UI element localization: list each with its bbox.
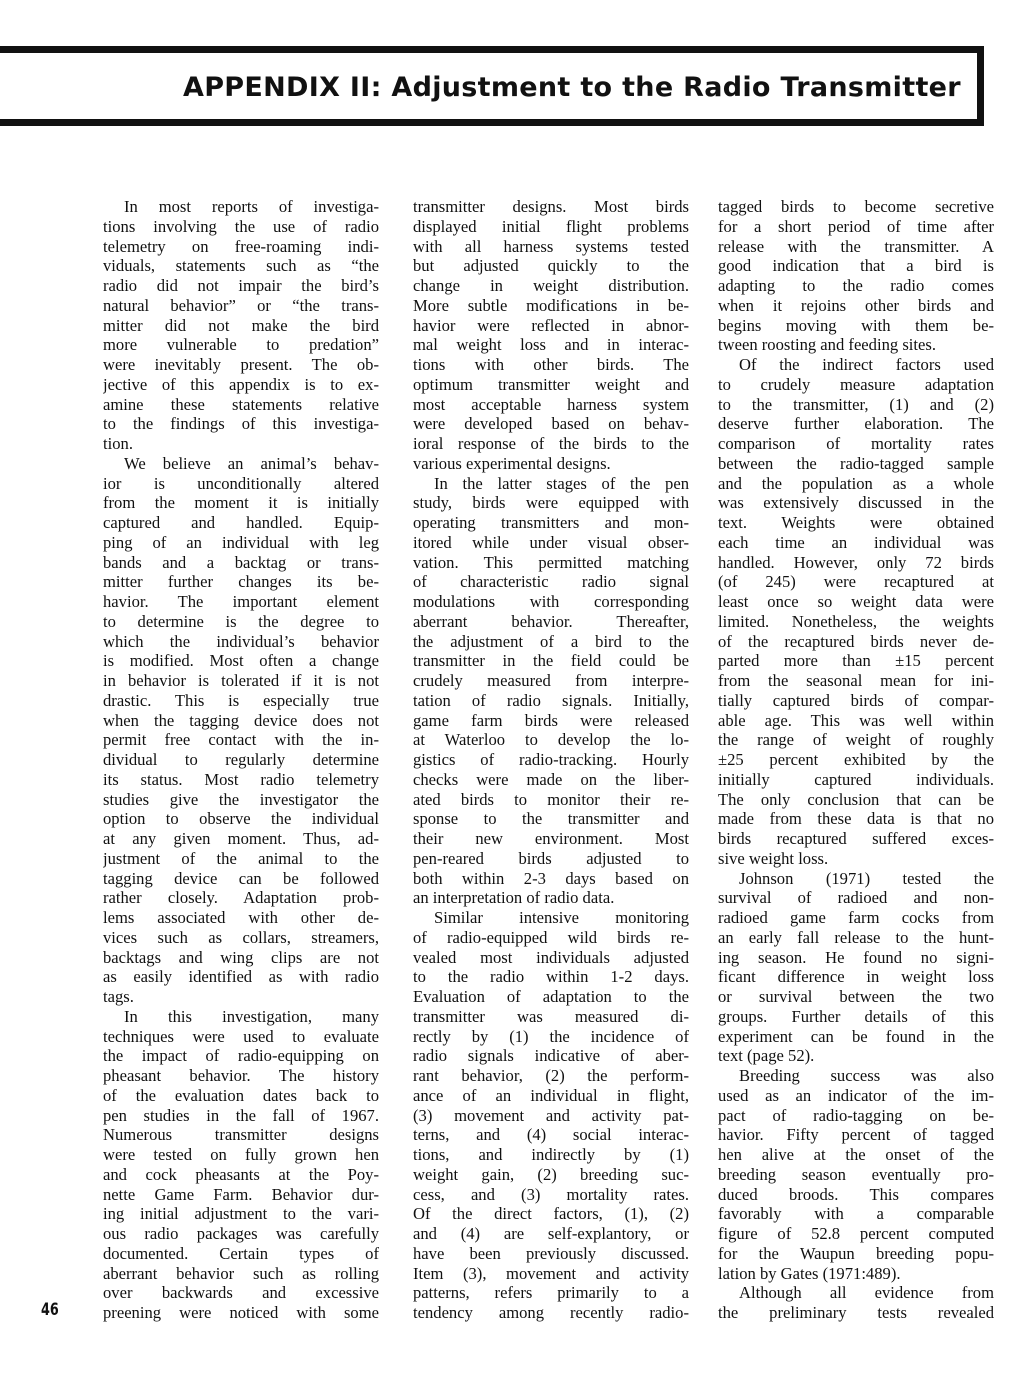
text-line: groups. Further details of this — [718, 1006, 994, 1026]
text-line: to the radio within 1-2 days. — [413, 967, 689, 987]
text-line: pheasant behavior. The history — [103, 1066, 379, 1085]
text-line: or survival between the two — [718, 987, 994, 1006]
text-line: were developed based on behav- — [413, 414, 689, 434]
text-line: ior is unconditionally altered — [103, 473, 379, 493]
text-line: sive weight loss. — [718, 848, 829, 868]
text-line: amine these statements relative — [103, 394, 379, 414]
text-line: favorably with a comparable — [718, 1204, 994, 1224]
text-line: rant behavior, (2) the perform- — [413, 1066, 689, 1085]
text-line: ±25 percent exhibited by the — [718, 750, 994, 769]
text-line: from the moment it is initially — [103, 493, 379, 513]
text-line: havior. The important element — [103, 592, 379, 611]
text-line: In the latter stages of the pen — [434, 473, 689, 493]
text-line: telemetry on free-roaming indi- — [103, 236, 379, 256]
text-line: their new environment. Most — [413, 829, 689, 848]
text-line: vealed most individuals adjusted — [413, 947, 689, 967]
text-line: of the evaluation dates back to — [103, 1085, 379, 1105]
page-title: APPENDIX II: Adjustment to the Radio Transmitter — [183, 72, 961, 103]
text-line: jective of this appendix is to ex- — [103, 374, 379, 394]
text-line: hen alive at the onset of the — [718, 1145, 994, 1164]
text-line: Although all evidence from — [739, 1283, 994, 1303]
text-line: ated birds to monitor their re- — [413, 789, 689, 809]
text-line: Item (3), movement and activity — [413, 1263, 689, 1283]
text-line: more vulnerable to predation” — [103, 335, 379, 355]
text-line: radio did not impair the bird’s — [103, 276, 379, 295]
text-line: figure of 52.8 percent computed — [718, 1224, 994, 1243]
text-line: deserve further elaboration. The — [718, 414, 994, 434]
text-line: rectly by (1) the incidence of — [413, 1026, 689, 1046]
text-line: We believe an animal’s behav- — [124, 453, 379, 473]
text-line: lems associated with other de- — [103, 908, 379, 927]
text-line: from the seasonal mean for ini- — [718, 671, 994, 690]
text-line: ous radio packages was carefully — [103, 1224, 379, 1243]
text-line: pact of radio-tagging on be- — [718, 1105, 994, 1125]
text-column-2 — [413, 197, 689, 1323]
text-line: tially captured birds of compar- — [718, 690, 994, 710]
text-line: parted more than ±15 percent — [718, 651, 994, 671]
text-line: operating transmitters and mon- — [413, 513, 689, 532]
text-line: in behavior is tolerated if it is not — [103, 671, 379, 690]
text-line: most acceptable harness system — [413, 394, 689, 414]
text-line: text (page 52). — [718, 1046, 815, 1066]
text-line: handled. However, only 72 birds — [718, 552, 994, 572]
text-line: transmitter designs. Most birds — [413, 197, 689, 216]
text-line: vices such as collars, streamers, — [103, 927, 379, 947]
text-line: drastic. This is especially true — [103, 690, 379, 710]
text-line: modulations with corresponding — [413, 592, 689, 611]
text-line: justment of the animal to the — [103, 848, 379, 868]
text-line: of radio-equipped wild birds re- — [413, 927, 689, 947]
text-line: the range of weight of roughly — [718, 730, 994, 750]
text-line: mitter further changes its be- — [103, 572, 379, 592]
text-line: change in weight distribution. — [413, 276, 689, 295]
text-line: vation. This permitted matching — [413, 552, 689, 572]
text-line: permit free contact with the in- — [103, 730, 379, 750]
text-line: which the individual’s behavior — [103, 631, 379, 651]
text-line: to the transmitter, (1) and (2) — [718, 394, 994, 414]
text-line: have been previously discussed. — [413, 1243, 689, 1263]
text-line: to determine is the degree to — [103, 611, 379, 631]
text-line: nette Game Farm. Behavior dur- — [103, 1184, 379, 1204]
text-line: limited. Nonetheless, the weights — [718, 611, 994, 631]
text-line: Johnson (1971) tested the — [739, 868, 994, 888]
text-line: radioed game farm cocks from — [718, 908, 994, 927]
text-line: made from these data is that no — [718, 809, 994, 829]
text-line: rather closely. Adaptation prob- — [103, 888, 379, 908]
text-line: Of the indirect factors used — [739, 355, 994, 374]
text-line: tion. — [103, 434, 133, 453]
text-line: and cock pheasants at the Poy- — [103, 1164, 379, 1184]
text-line: tions with other birds. The — [413, 355, 689, 374]
text-line: terns, and (4) social interac- — [413, 1125, 689, 1145]
text-line: backtags and wing clips are not — [103, 947, 379, 967]
text-line: ioral response of the birds to the — [413, 434, 689, 453]
text-line: optimum transmitter weight and — [413, 374, 689, 394]
text-line: tags. — [103, 987, 134, 1006]
text-line: tween roosting and feeding sites. — [718, 335, 936, 355]
text-line: the preliminary tests revealed — [718, 1303, 994, 1322]
text-line: viduals, statements such as “the — [103, 256, 379, 276]
text-line: experiment can be found in the — [718, 1026, 994, 1046]
text-line: (3) movement and activity pat- — [413, 1105, 689, 1125]
text-line: natural behavior” or “the trans- — [103, 295, 379, 315]
text-column-1 — [103, 197, 379, 1323]
text-line: adapting to the radio comes — [718, 276, 994, 295]
text-line: was extensively discussed in the — [718, 493, 994, 513]
text-line: ing season. He found no signi- — [718, 947, 994, 967]
text-line: as easily identified as with radio — [103, 967, 379, 987]
text-line: studies give the investigator the — [103, 789, 379, 809]
text-line: the impact of radio-equipping on — [103, 1046, 379, 1066]
text-line: Of the direct factors, (1), (2) — [413, 1204, 689, 1224]
text-line: (of 245) were recaptured at — [718, 572, 994, 592]
text-line: with all harness systems tested — [413, 236, 689, 256]
text-line: pen-reared birds adjusted to — [413, 848, 689, 868]
text-line: to the findings of this investiga- — [103, 414, 379, 434]
text-line: captured and handled. Equip- — [103, 513, 379, 532]
text-line: ing initial adjustment to the vari- — [103, 1204, 379, 1224]
text-line: tendency among recently radio- — [413, 1303, 689, 1322]
text-line: The only conclusion that can be — [718, 789, 994, 809]
text-line: havior were reflected in abnor- — [413, 315, 689, 335]
text-line: its status. Most radio telemetry — [103, 769, 379, 789]
text-line: Similar intensive monitoring — [434, 908, 689, 927]
text-line: when it rejoins other birds and — [718, 295, 994, 315]
text-line: documented. Certain types of — [103, 1243, 379, 1263]
text-line: at Waterloo to develop the lo- — [413, 730, 689, 750]
text-line: duced broods. This compares — [718, 1184, 994, 1204]
text-line: over backwards and excessive — [103, 1283, 379, 1303]
text-line: tagging device can be followed — [103, 868, 379, 888]
text-line: aberrant behavior such as rolling — [103, 1263, 379, 1283]
text-line: displayed initial flight problems — [413, 216, 689, 236]
text-line: aberrant behavior. Thereafter, — [413, 611, 689, 631]
text-line: study, birds were equipped with — [413, 493, 689, 513]
text-line: of characteristic radio signal — [413, 572, 689, 592]
text-line: for the Waupun breeding popu- — [718, 1243, 994, 1263]
text-line: an early fall release to the hunt- — [718, 927, 994, 947]
text-line: itored while under visual obser- — [413, 532, 689, 552]
text-line: tions, and indirectly by (1) — [413, 1145, 689, 1164]
text-line: at any given moment. Thus, ad- — [103, 829, 379, 848]
text-line: but adjusted quickly to the — [413, 256, 689, 276]
text-line: radio signals indicative of aber- — [413, 1046, 689, 1066]
text-line: preening were noticed with some — [103, 1303, 379, 1322]
text-line: ficant difference in weight loss — [718, 967, 994, 987]
text-line: and (4) are self-explantory, or — [413, 1224, 689, 1243]
text-line: ance of an individual in flight, — [413, 1085, 689, 1105]
page-number: 46 — [41, 1300, 59, 1320]
text-line: tagged birds to become secretive — [718, 197, 994, 216]
text-line: pen studies in the fall of 1967. — [103, 1105, 379, 1125]
text-line: Evaluation of adaptation to the — [413, 987, 689, 1006]
text-line: More subtle modifications in be- — [413, 295, 689, 315]
text-line: sponse to the transmitter and — [413, 809, 689, 829]
text-column-3 — [718, 197, 994, 1323]
text-line: for a short period of time after — [718, 216, 994, 236]
text-line: an interpretation of radio data. — [413, 888, 615, 908]
text-line: In most reports of investiga- — [124, 197, 379, 216]
text-line: crudely measured from interpre- — [413, 671, 689, 690]
text-line: of the recaptured birds never de- — [718, 631, 994, 651]
text-line: bands and a backtag or trans- — [103, 552, 379, 572]
text-line: Breeding success was also — [739, 1066, 994, 1085]
text-line: both within 2-3 days based on — [413, 868, 689, 888]
text-line: weight gain, (2) breeding suc- — [413, 1164, 689, 1184]
text-line: mitter did not make the bird — [103, 315, 379, 335]
text-line: ping of an individual with leg — [103, 532, 379, 552]
text-line: the adjustment of a bird to the — [413, 631, 689, 651]
text-line: breeding season eventually pro- — [718, 1164, 994, 1184]
text-line: used as an indicator of the im- — [718, 1085, 994, 1105]
text-line: release with the transmitter. A — [718, 236, 994, 256]
text-line: tation of radio signals. Initially, — [413, 690, 689, 710]
text-line: text. Weights were obtained — [718, 513, 994, 532]
text-line: comparison of mortality rates — [718, 434, 994, 453]
text-line: gistics of radio-tracking. Hourly — [413, 750, 689, 769]
text-line: game farm birds were released — [413, 710, 689, 730]
text-line: Numerous transmitter designs — [103, 1125, 379, 1145]
text-line: cess, and (3) mortality rates. — [413, 1184, 689, 1204]
text-line: various experimental designs. — [413, 453, 611, 473]
text-line: able age. This was well within — [718, 710, 994, 730]
text-line: birds recaptured suffered exces- — [718, 829, 994, 848]
text-line: each time an individual was — [718, 532, 994, 552]
text-line: survival of radioed and non- — [718, 888, 994, 908]
text-line: were tested on fully grown hen — [103, 1145, 379, 1164]
text-line: least once so weight data were — [718, 592, 994, 611]
text-line: transmitter in the field could be — [413, 651, 689, 671]
text-line: good indication that a bird is — [718, 256, 994, 276]
text-line: to crudely measure adaptation — [718, 374, 994, 394]
text-line: In this investigation, many — [124, 1006, 379, 1026]
text-line: techniques were used to evaluate — [103, 1026, 379, 1046]
text-line: between the radio-tagged sample — [718, 453, 994, 473]
text-line: option to observe the individual — [103, 809, 379, 829]
text-line: checks were made on the liber- — [413, 769, 689, 789]
text-line: dividual to regularly determine — [103, 750, 379, 769]
text-line: transmitter was measured di- — [413, 1006, 689, 1026]
text-line: mal weight loss and in interac- — [413, 335, 689, 355]
text-line: were inevitably present. The ob- — [103, 355, 379, 374]
text-line: initially captured individuals. — [718, 769, 994, 789]
text-line: patterns, refers primarily to a — [413, 1283, 689, 1303]
text-line: is modified. Most often a change — [103, 651, 379, 671]
text-line: when the tagging device does not — [103, 710, 379, 730]
text-line: havior. Fifty percent of tagged — [718, 1125, 994, 1145]
text-line: begins moving with them be- — [718, 315, 994, 335]
text-line: lation by Gates (1971:489). — [718, 1263, 901, 1283]
text-line: and the population as a whole — [718, 473, 994, 493]
text-line: tions involving the use of radio — [103, 216, 379, 236]
